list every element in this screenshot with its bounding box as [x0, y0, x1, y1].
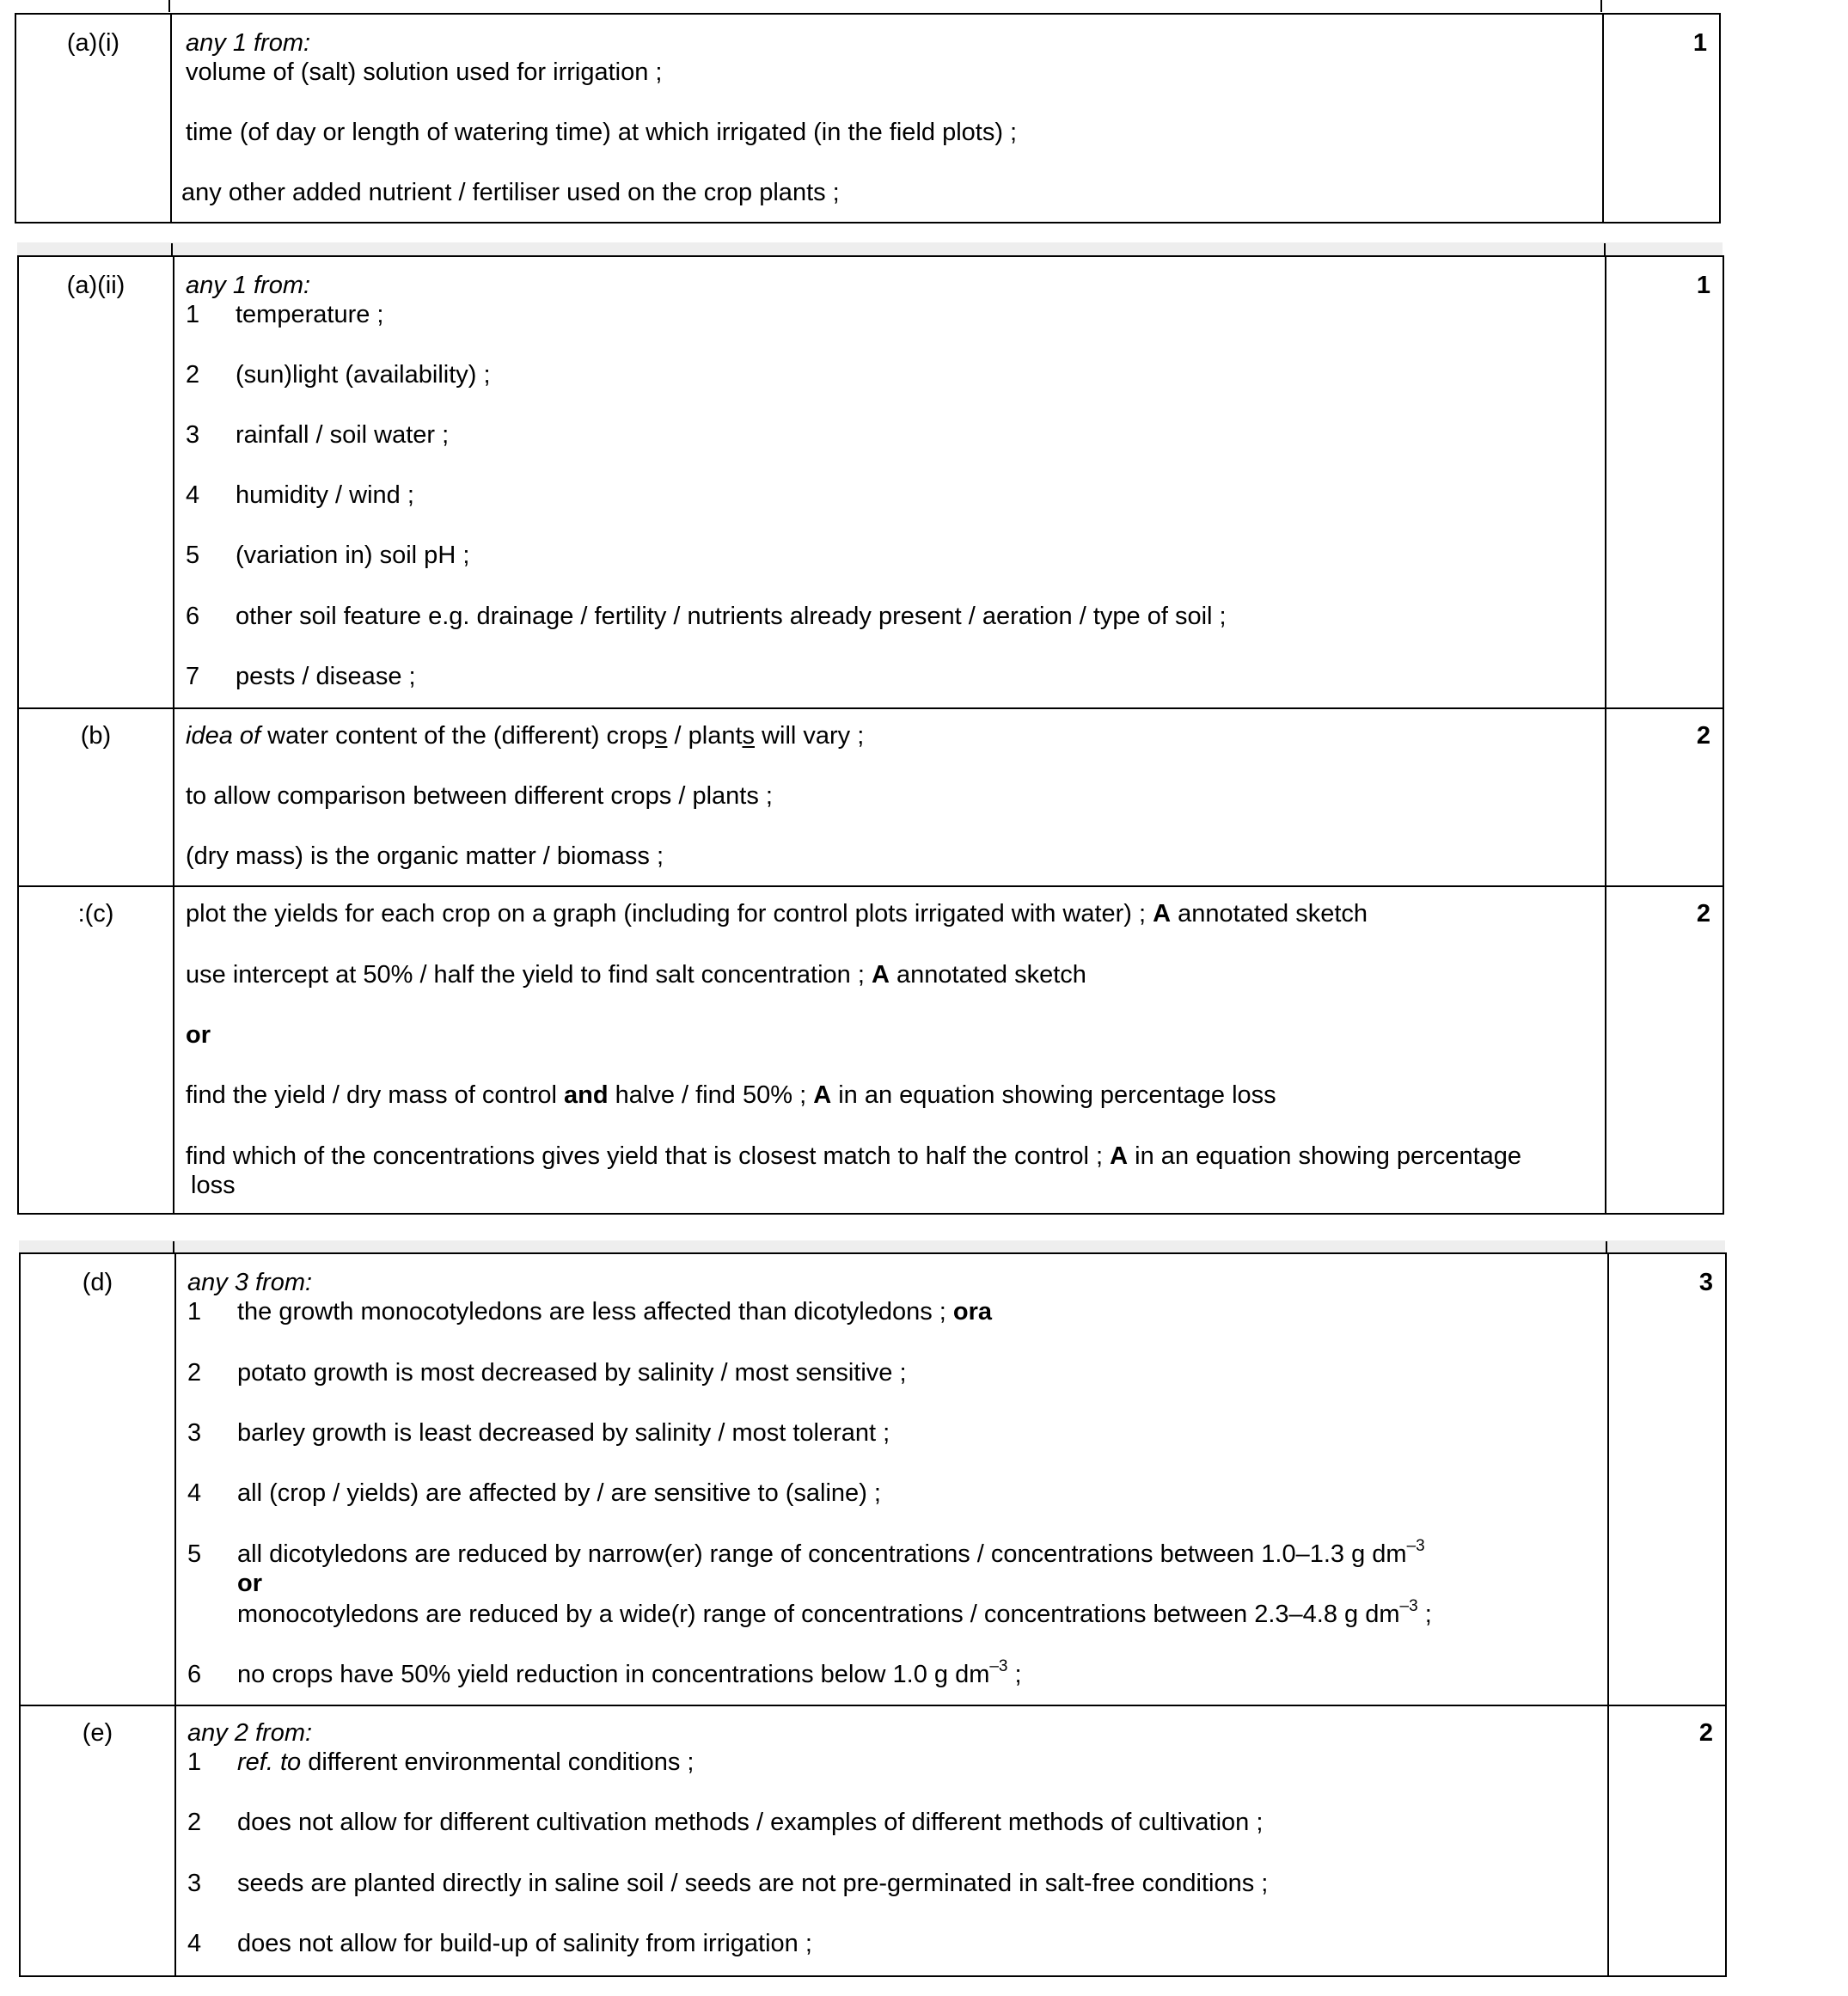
- answer-line: find the yield / dry mass of control and halve / find 50% ; A in an equation showing percentage loss: [186, 1081, 1276, 1109]
- item-text: all (crop / yields) are affected by / are sensitive to (saline) ;: [237, 1479, 881, 1507]
- item-number: 6: [187, 1661, 202, 1688]
- intro-text: any 1 from:: [186, 29, 311, 57]
- gap-shade: [17, 242, 1723, 255]
- item-number: 3: [187, 1419, 202, 1447]
- answer-block-d-e: [19, 1252, 1727, 1977]
- mark-value: 3: [1698, 1269, 1713, 1296]
- item-number: 4: [186, 481, 200, 509]
- item-number: 1: [187, 1748, 202, 1776]
- mark-value: 1: [1692, 29, 1707, 57]
- item-number: 2: [187, 1359, 202, 1387]
- gap-stub: [171, 243, 173, 255]
- top-stub-left: [168, 0, 170, 12]
- top-stub-right: [1600, 0, 1602, 12]
- intro-text: any 2 from:: [187, 1719, 313, 1747]
- or-separator: or: [186, 1021, 211, 1049]
- item-text: monocotyledons are reduced by a wide(r) range of concentrations / concentrations between 2.3–4.8 g $dm^{-3}$ ;: [237, 1597, 1432, 1628]
- item-text: ref. to different environmental conditions ;: [237, 1748, 695, 1776]
- answer-line: to allow comparison between different crops / plants ;: [186, 782, 773, 810]
- item-number: 2: [187, 1809, 202, 1836]
- question-label: (e): [82, 1719, 113, 1747]
- item-number: 7: [186, 663, 200, 690]
- answer-block-a-i: [15, 13, 1721, 223]
- item-text: rainfall / soil water ;: [236, 421, 450, 449]
- gap-stub: [1606, 1241, 1607, 1253]
- or-separator: or: [237, 1570, 262, 1597]
- question-label: (d): [82, 1269, 113, 1296]
- intro-text: any 3 from:: [187, 1269, 313, 1296]
- item-number: 4: [187, 1930, 202, 1957]
- question-label: (a)(i): [66, 29, 120, 57]
- answer-line: any other added nutrient / fertiliser used on the crop plants ;: [181, 179, 840, 206]
- item-text: no crops have 50% yield reduction in concentrations below 1.0 g $dm^{-3}$ ;: [237, 1657, 1022, 1688]
- mark-value: 2: [1696, 722, 1710, 750]
- item-text: humidity / wind ;: [236, 481, 414, 509]
- question-label: :(c): [77, 900, 114, 928]
- answer-block-a-ii-to-c: [17, 255, 1724, 1215]
- intro-text: any 1 from:: [186, 272, 311, 299]
- gap-shade: [19, 1240, 1725, 1253]
- item-number: 1: [186, 301, 200, 328]
- question-label: (a)(ii): [66, 272, 125, 299]
- question-label: (b): [80, 722, 112, 750]
- item-text: all dicotyledons are reduced by narrow(er) range of concentrations / concentrations between 1.0–1.3 g $dm^{-3}$: [237, 1537, 1425, 1568]
- answer-line: use intercept at 50% / half the yield to find salt concentration ; A annotated sketch: [186, 961, 1086, 989]
- item-number: 6: [186, 603, 200, 630]
- item-text: pests / disease ;: [236, 663, 416, 690]
- answer-line: (dry mass) is the organic matter / biomass ;: [186, 842, 664, 870]
- item-number: 4: [187, 1479, 202, 1507]
- item-text: barley growth is least decreased by salinity / most tolerant ;: [237, 1419, 890, 1447]
- item-number: 5: [186, 542, 200, 569]
- mark-value: 2: [1696, 900, 1710, 928]
- answer-line: volume of (salt) solution used for irrigation ;: [186, 58, 663, 86]
- item-text: does not allow for build-up of salinity from irrigation ;: [237, 1930, 812, 1957]
- item-number: 5: [187, 1540, 202, 1568]
- gap-stub: [173, 1241, 174, 1253]
- answer-line-continued: loss: [191, 1172, 236, 1199]
- item-number: 3: [187, 1870, 202, 1897]
- item-number: 3: [186, 421, 200, 449]
- item-text: does not allow for different cultivation methods / examples of different methods of cultivation ;: [237, 1809, 1264, 1836]
- answer-line: idea of water content of the (different) crops / plants will vary ;: [186, 722, 865, 750]
- mark-value: 2: [1698, 1719, 1713, 1747]
- item-number: 2: [186, 361, 200, 389]
- item-text: temperature ;: [236, 301, 384, 328]
- answer-line: find which of the concentrations gives yield that is closest match to half the control ; A in an equation showing percentage: [186, 1142, 1522, 1170]
- gap-stub: [1604, 243, 1606, 255]
- item-text: (variation in) soil pH ;: [236, 542, 470, 569]
- answer-line: plot the yields for each crop on a graph (including for control plots irrigated with water) ; A annotated sketch: [186, 900, 1368, 928]
- mark-value: 1: [1696, 272, 1710, 299]
- item-number: 1: [187, 1298, 202, 1326]
- item-text: potato growth is most decreased by salinity / most sensitive ;: [237, 1359, 907, 1387]
- item-text: seeds are planted directly in saline soil / seeds are not pre-germinated in salt-free conditions ;: [237, 1870, 1269, 1897]
- item-text: other soil feature e.g. drainage / fertility / nutrients already present / aeration / type of soil ;: [236, 603, 1227, 630]
- answer-line: time (of day or length of watering time) at which irrigated (in the field plots) ;: [186, 119, 1018, 146]
- item-text: (sun)light (availability) ;: [236, 361, 491, 389]
- item-text: the growth monocotyledons are less affected than dicotyledons ; ora: [237, 1298, 993, 1326]
